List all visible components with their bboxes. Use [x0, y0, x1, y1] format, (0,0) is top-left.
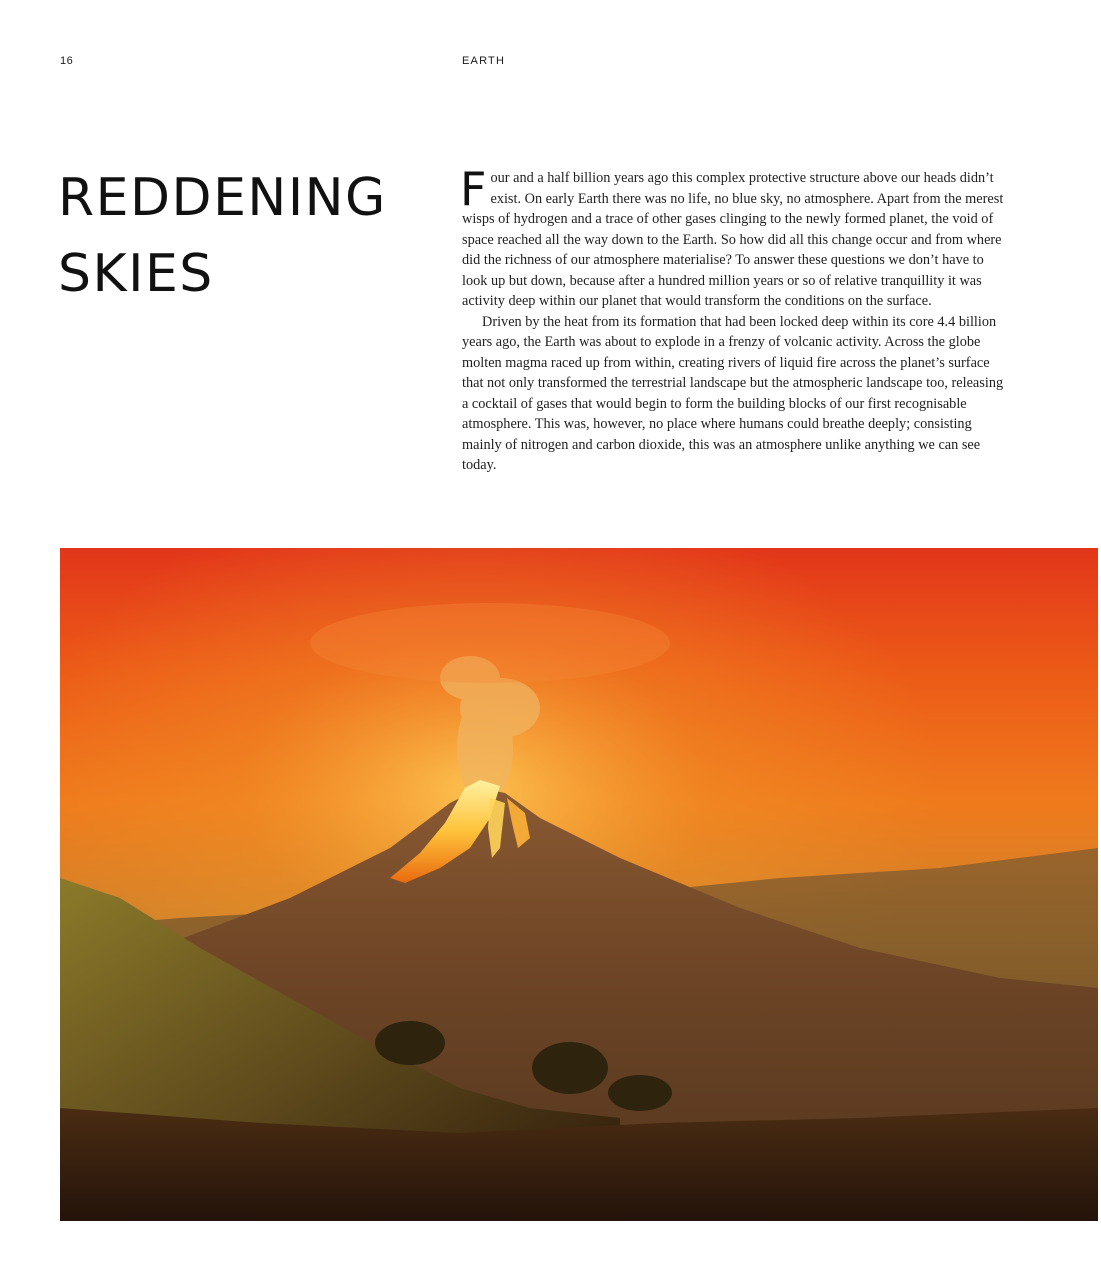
- page-number: 16: [60, 55, 74, 67]
- running-header-section: EARTH: [462, 55, 506, 67]
- chapter-title: [58, 160, 428, 312]
- drop-cap: F: [460, 162, 487, 216]
- erupting-volcano-photo: [60, 548, 1098, 1221]
- body-text: [460, 162, 1010, 476]
- body-paragraph-2: Driven by the heat from its formation that had been locked deep within its core 4.4 billion years ago, the Earth was about to explode in a frenzy of volcanic activity. Across the globe molten magma raced up from within, creating rivers of liquid fire across the planet’s surface that not only transformed the terrestrial landscape but the atmospheric landscape too, releasing a cocktail of gases that would begin to form the building blocks of our first recognisable atmosphere. This was, however, no place where humans could breathe deeply; consisting mainly of nitrogen and carbon dioxide, this was an atmosphere unlike anything we can see today.: [462, 313, 1004, 473]
- body-paragraph-1: [460, 162, 1010, 312]
- body-paragraph-1-text: our and a half billion years ago this complex protective structure above our heads didn’t exist. On early Earth there was no life, no blue sky, no atmosphere. Apart from the merest wisps of hydrogen and a trace of other gases clinging to the newly formed planet, the void of space reached all the way down to the Earth. So how did all this change occur and from where did the richness of our atmosphere materialise? To answer these questions we don’t have to look up but down, because after a hundred million years or so of relative tranquillity it was activity deep within our planet that would transform the conditions on the surface.: [462, 170, 1004, 309]
- chapter-title-line-2: SKIES: [58, 244, 214, 304]
- chapter-title-line-1: REDDENING: [58, 168, 387, 228]
